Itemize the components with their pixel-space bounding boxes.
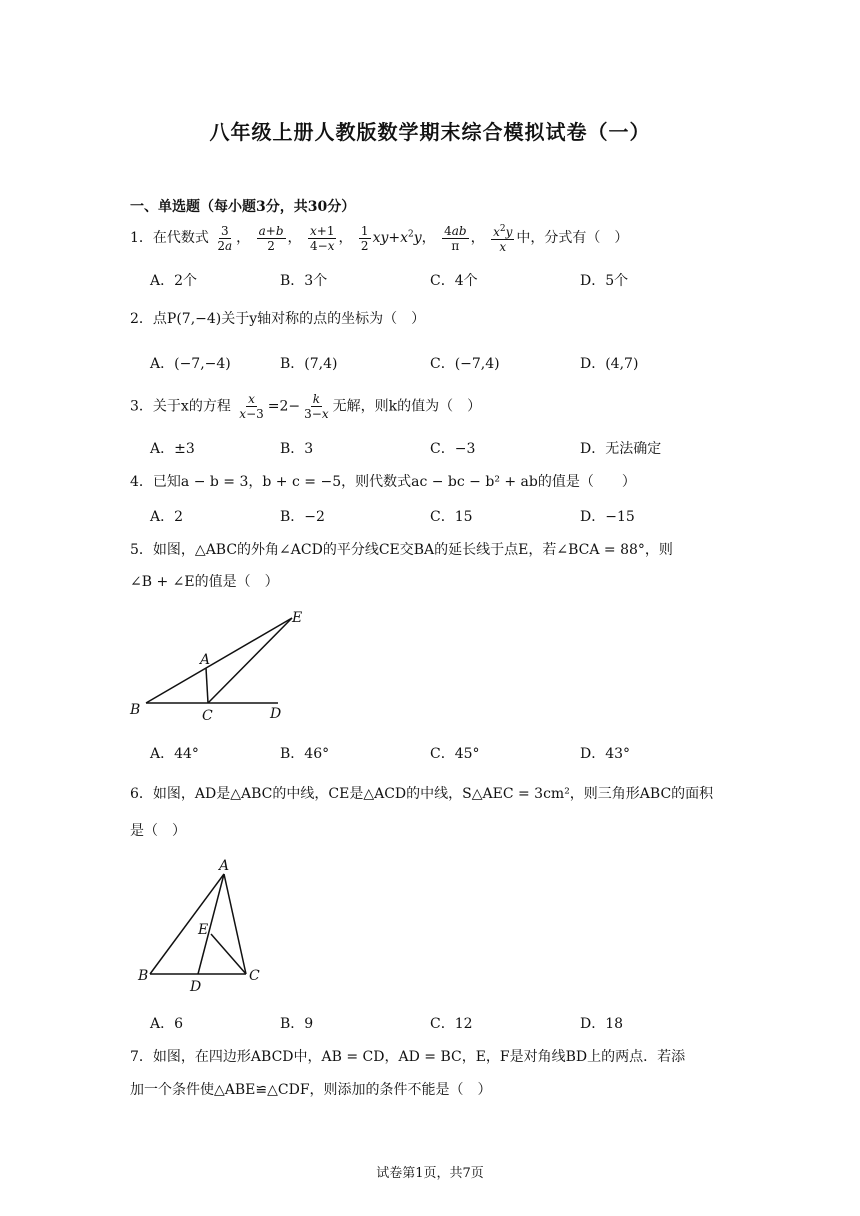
options-2 (150, 353, 710, 373)
question-7-line2: 加一个条件使△ABE≌△CDF，则添加的条件不能是（ ） (130, 1082, 492, 1098)
question-4: 4．已知a − b = 3，b + c = −5，则代数式ac − bc − b² + ab的值是（ ） (130, 474, 636, 490)
option-a[interactable]: A．44° (150, 746, 199, 762)
option-c[interactable]: C．12 (430, 1016, 473, 1032)
option-b[interactable]: B．−2 (280, 509, 325, 525)
fraction: $\frac{x+1}{4-x}$ (309, 223, 335, 253)
option-c[interactable]: C．15 (430, 509, 473, 525)
question-6: 6．如图，AD是△ABC的中线，CE是△ACD的中线，S△AEC = 3cm²，则三角形ABC的面积 (130, 786, 714, 802)
question-5-line2: ∠B + ∠E的值是（ ） (130, 574, 279, 590)
label-a: A (200, 652, 211, 668)
option-b[interactable]: B．46° (280, 746, 330, 762)
option-c[interactable]: C．−3 (430, 441, 476, 457)
options-5 (150, 743, 710, 763)
option-d[interactable]: D．43° (580, 746, 631, 762)
fraction: $\frac{1}{2}$ (360, 223, 369, 253)
label-b: B (130, 702, 141, 718)
fraction: $\frac{x^2y}{x}$ (493, 224, 513, 254)
fraction: $\frac{x}{x-3}$ (239, 392, 264, 421)
label-b: B (138, 968, 149, 984)
label-e: E (292, 610, 303, 626)
segment-ac (224, 874, 246, 974)
options-3 (150, 438, 710, 458)
page-footer: 试卷第1页，共7页 (376, 1166, 484, 1181)
segment-ac (206, 668, 208, 703)
fraction: $\frac{k}{3-x}$ (304, 392, 329, 421)
option-c[interactable]: C．(−7,4) (430, 356, 500, 372)
label-a: A (219, 858, 230, 874)
option-c[interactable]: C．45° (430, 746, 480, 762)
question-3: 3．关于x的方程 $\frac{x}{x-3}$ =2− $\frac{k}{3-x}$ 无解，则k的值为（ ） (130, 392, 482, 421)
label-e: E (198, 922, 209, 938)
option-d[interactable]: D．−15 (580, 509, 635, 525)
fraction: $\frac{4ab}{\pi}$ (444, 223, 467, 253)
section-heading: 一、单选题（每小题3分，共30分） (130, 199, 356, 215)
question-7: 7．如图，在四边形ABCD中，AB = CD，AD = BC，E，F是对角线BD上的两点．若添 (130, 1049, 686, 1065)
question-2: 2．点P(7,−4)关于y轴对称的点的坐标为（ ） (130, 311, 426, 327)
figure-5 (120, 600, 320, 725)
page-title: 八年级上册人教版数学期末综合模拟试卷（一） (209, 120, 651, 144)
segment-ce (208, 618, 292, 703)
segment-ce (211, 934, 246, 974)
option-a[interactable]: A．±3 (150, 441, 195, 457)
options-6 (150, 1013, 710, 1033)
option-a[interactable]: A．6 (150, 1016, 184, 1032)
option-d[interactable]: D．(4,7) (580, 356, 639, 372)
option-c[interactable]: C．4个 (430, 273, 478, 289)
option-b[interactable]: B．3 (280, 441, 314, 457)
option-a[interactable]: A．2 (150, 509, 184, 525)
option-b[interactable]: B．(7,4) (280, 356, 338, 372)
label-c: C (202, 708, 213, 724)
segment-ab (150, 874, 224, 974)
label-c: C (249, 968, 260, 984)
question-5: 5．如图，△ABC的外角∠ACD的平分线CE交BA的延长线于点E，若∠BCA = 88°，则 (130, 542, 673, 558)
fraction: $\frac{3}{2a}$ (217, 223, 233, 253)
label-d: D (190, 979, 202, 995)
options-1 (150, 270, 710, 290)
fraction: $\frac{a+b}{2}$ (258, 223, 284, 253)
figure-6 (130, 858, 270, 998)
question-6-line2: 是（ ） (130, 823, 186, 839)
option-b[interactable]: B．3个 (280, 273, 328, 289)
label-d: D (270, 706, 282, 722)
option-d[interactable]: D．18 (580, 1016, 624, 1032)
segment-be (146, 618, 292, 703)
option-a[interactable]: A．(−7,−4) (150, 356, 231, 372)
option-d[interactable]: D．无法确定 (580, 441, 662, 457)
option-a[interactable]: A．2个 (150, 273, 198, 289)
options-4 (150, 506, 710, 526)
question-1: 1．在代数式 $\frac{3}{2a}$ ， $\frac{a+b}{2}$ ， $\frac{x+1}{4-x}$ ， $\frac{1}{2}$ $xy+x^2y$， $\frac{4ab}{\pi}$ ， $\frac{x^2y}{x}$ 中，分式有（ ） (130, 223, 629, 254)
option-b[interactable]: B．9 (280, 1016, 314, 1032)
option-d[interactable]: D．5个 (580, 273, 629, 289)
